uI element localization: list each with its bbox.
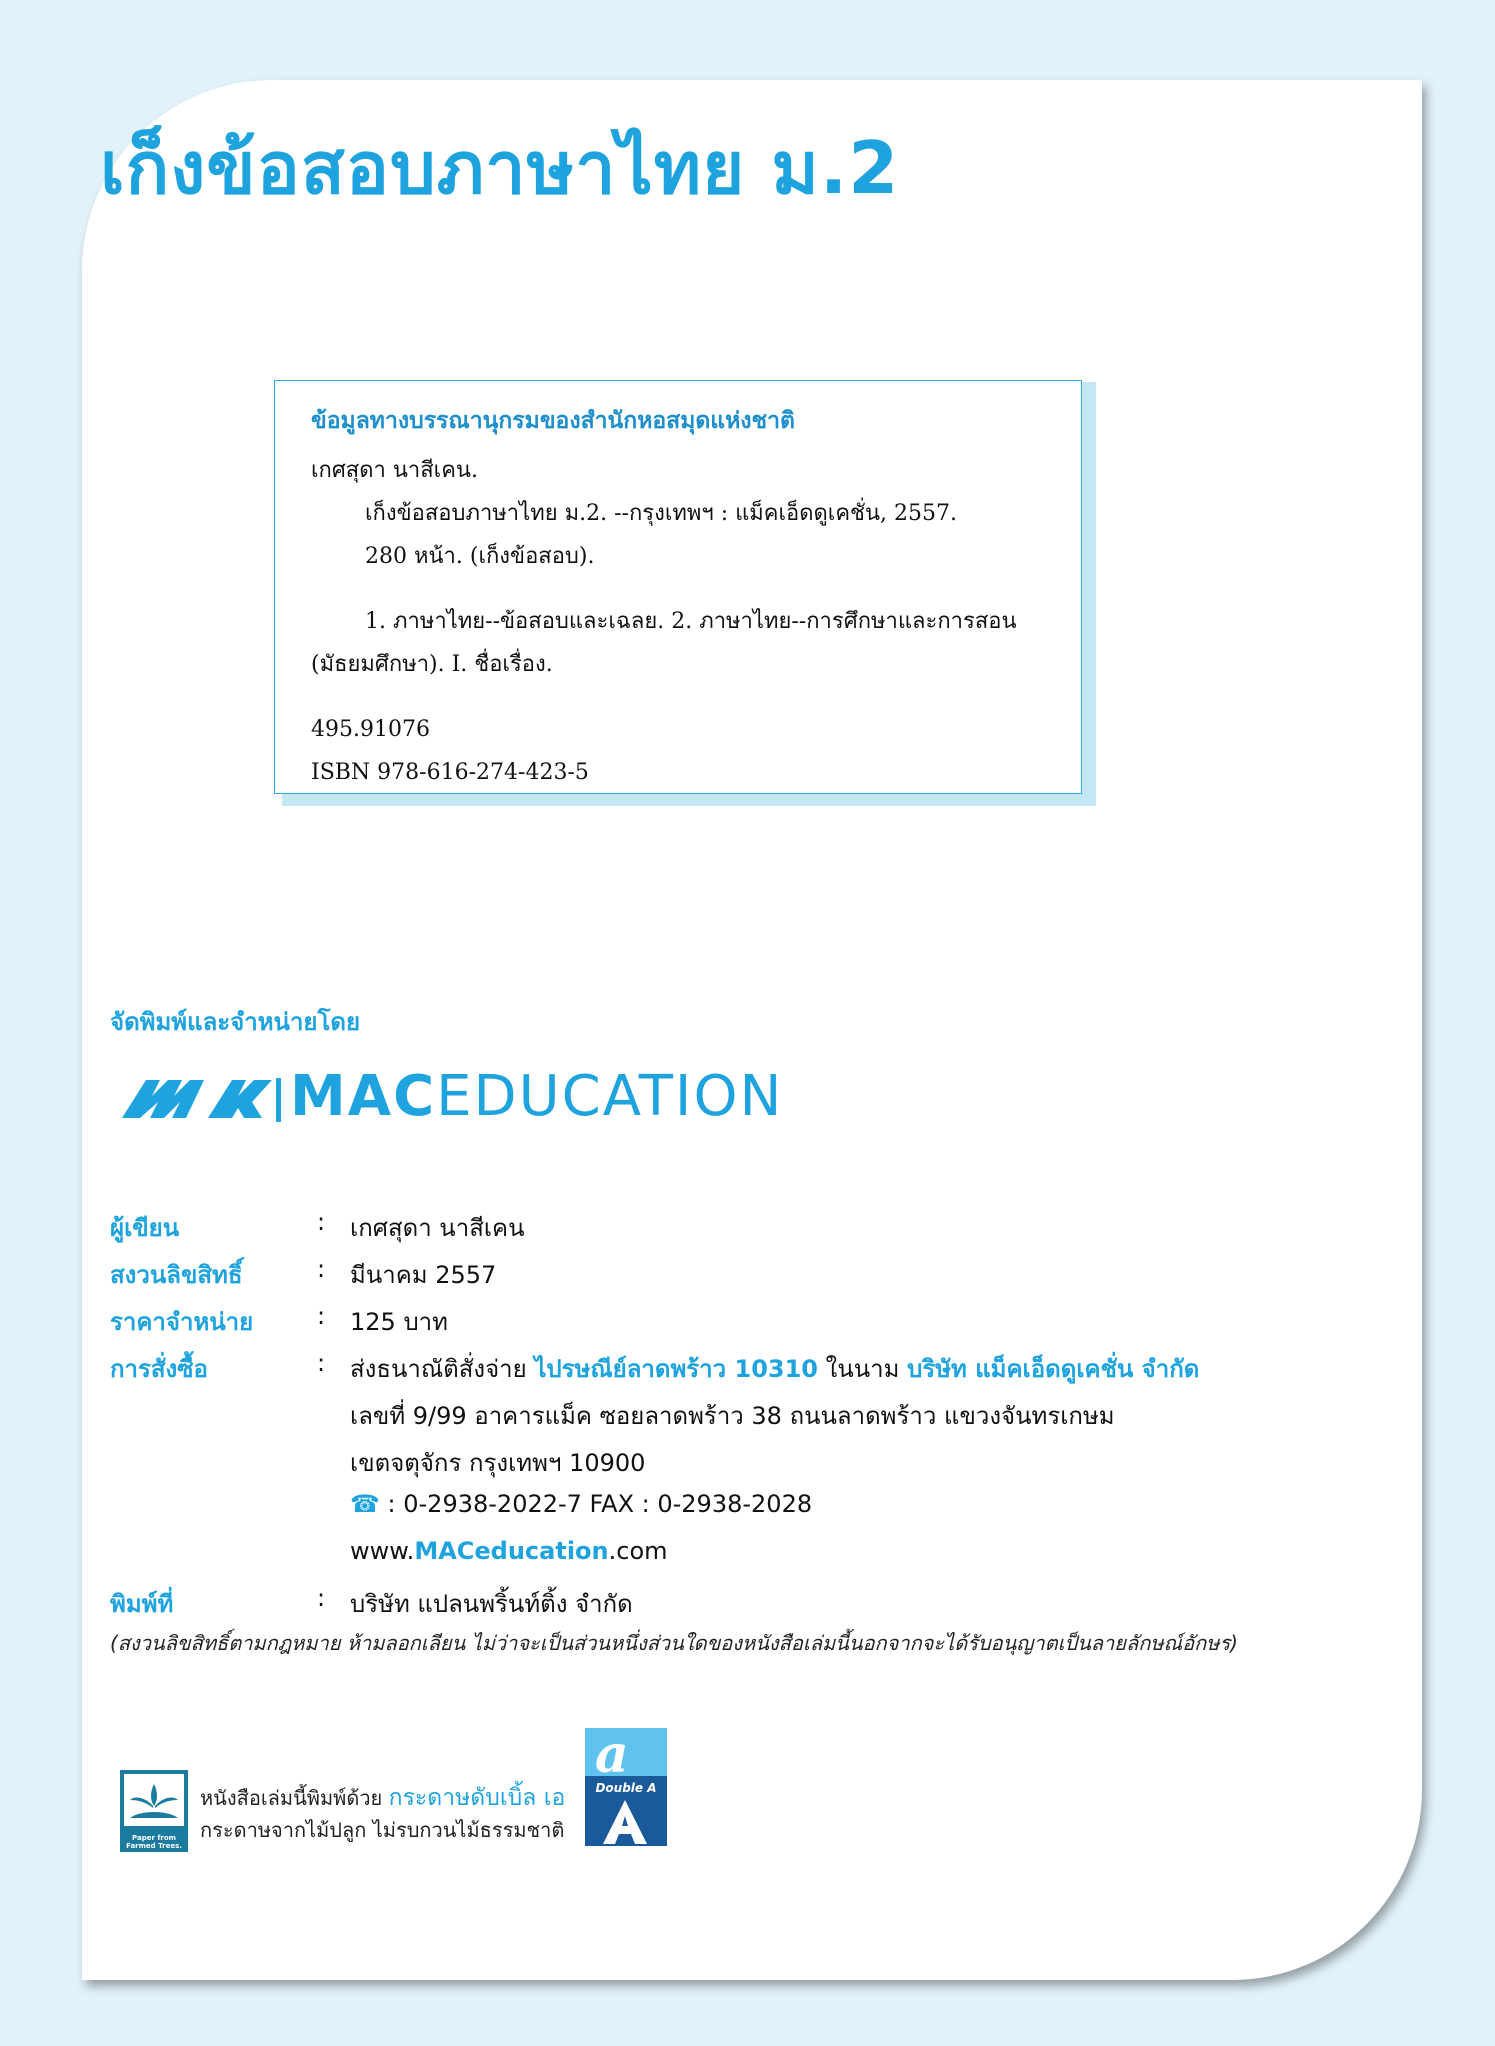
- plant-icon: [120, 1770, 188, 1830]
- colon: :: [317, 1208, 326, 1236]
- phone-value: [350, 1490, 812, 1518]
- web-suffix: .com: [608, 1537, 668, 1565]
- order-text1: ส่งธนาณัติสั่งจ่าย: [350, 1355, 535, 1383]
- copyright-label: สงวนลิขสิทธิ์: [110, 1261, 243, 1289]
- colon: :: [317, 1255, 326, 1283]
- web-prefix: www.: [350, 1537, 415, 1565]
- brand-name: [290, 1062, 783, 1132]
- cip-author: เกศสุดา นาสีเคน.: [311, 458, 478, 483]
- copyright-value: มีนาคม 2557: [350, 1261, 497, 1289]
- cip-subjects1: 1. ภาษาไทย--ข้อสอบและเฉลย. 2. ภาษาไทย--การศึกษาและการสอน: [365, 609, 1017, 634]
- fsc-text1: Paper from: [132, 1834, 176, 1842]
- double-a-label: Double A: [595, 1781, 657, 1795]
- telephone-icon: ☎: [350, 1490, 380, 1518]
- paper-note-line2: กระดาษจากไม้ปลูก ไม่รบกวนไม้ธรรมชาติ: [200, 1818, 565, 1842]
- order-label: การสั่งซื้อ: [110, 1355, 208, 1383]
- double-a-logo-icon: [585, 1728, 667, 1846]
- colon: :: [317, 1584, 326, 1612]
- published-by-label: จัดพิมพ์และจำหน่ายโดย: [110, 1008, 361, 1036]
- order-post: ไปรษณีย์ลาดพร้าว 10310: [534, 1355, 818, 1383]
- brand-bold: MAC: [290, 1064, 437, 1129]
- cip-isbn: ISBN 978-616-274-423-5: [311, 760, 589, 785]
- website-link[interactable]: [350, 1537, 668, 1565]
- paper-note-prefix: หนังสือเล่มนี้พิมพ์ด้วย: [200, 1786, 389, 1810]
- svg-text:a: a: [595, 1728, 629, 1785]
- book-title: เก็งข้อสอบภาษาไทย ม.2: [100, 126, 900, 210]
- order-company: บริษัท แม็คเอ็ดดูเคชั่น จำกัด: [907, 1355, 1200, 1383]
- cip-classification: 495.91076: [311, 717, 430, 742]
- colon: :: [317, 1302, 326, 1330]
- cip-line1: เก็งข้อสอบภาษาไทย ม.2. --กรุงเทพฯ : แม็คเอ็ดดูเคชั่น, 2557.: [365, 501, 957, 526]
- farmed-trees-logo-icon: [120, 1770, 188, 1852]
- author-label: ผู้เขียน: [110, 1214, 180, 1242]
- paper-note-line1: [200, 1780, 565, 1816]
- order-value: [350, 1349, 1199, 1388]
- web-mid: MACeducation: [414, 1537, 609, 1565]
- paper-brand: กระดาษดับเบิ้ล เอ: [388, 1785, 566, 1811]
- fsc-text: [120, 1834, 188, 1850]
- cip-subjects2: (มัธยมศึกษา). I. ชื่อเรื่อง.: [311, 652, 553, 677]
- price-value: 125 บาท: [350, 1308, 448, 1336]
- author-value: เกศสุดา นาสีเคน: [350, 1214, 525, 1242]
- fsc-text2: Farmed Trees.: [126, 1842, 182, 1850]
- cip-line2: 280 หน้า. (เก็งข้อสอบ).: [365, 544, 595, 569]
- order-text2: ในนาม: [818, 1355, 908, 1383]
- brand-light: EDUCATION: [436, 1064, 784, 1129]
- copyright-note: (สงวนลิขสิทธิ์ตามกฎหมาย ห้ามลอกเลียน ไม่ว่าจะเป็นส่วนหนึ่งส่วนใดของหนังสือเล่มนี้นอกจากจะได้รับอนุญาตเป็นลายลักษณ์อักษร): [110, 1631, 1238, 1655]
- address-line2: เขตจตุจักร กรุงเทพฯ 10900: [350, 1449, 646, 1477]
- printer-label: พิมพ์ที่: [110, 1590, 174, 1618]
- printer-value: บริษัท แปลนพริ้นท์ติ้ง จำกัด: [350, 1590, 633, 1618]
- cip-box: [274, 380, 1082, 794]
- cip-heading: ข้อมูลทางบรรณานุกรมของสำนักหอสมุดแห่งชาติ: [311, 407, 795, 434]
- phone-text: : 0-2938-2022-7 FAX : 0-2938-2028: [379, 1490, 813, 1518]
- colon: :: [317, 1349, 326, 1377]
- price-label: ราคาจำหน่าย: [110, 1308, 254, 1336]
- address-line1: เลขที่ 9/99 อาคารแม็ค ซอยลาดพร้าว 38 ถนนลาดพร้าว แขวงจันทรเกษม: [350, 1402, 1115, 1430]
